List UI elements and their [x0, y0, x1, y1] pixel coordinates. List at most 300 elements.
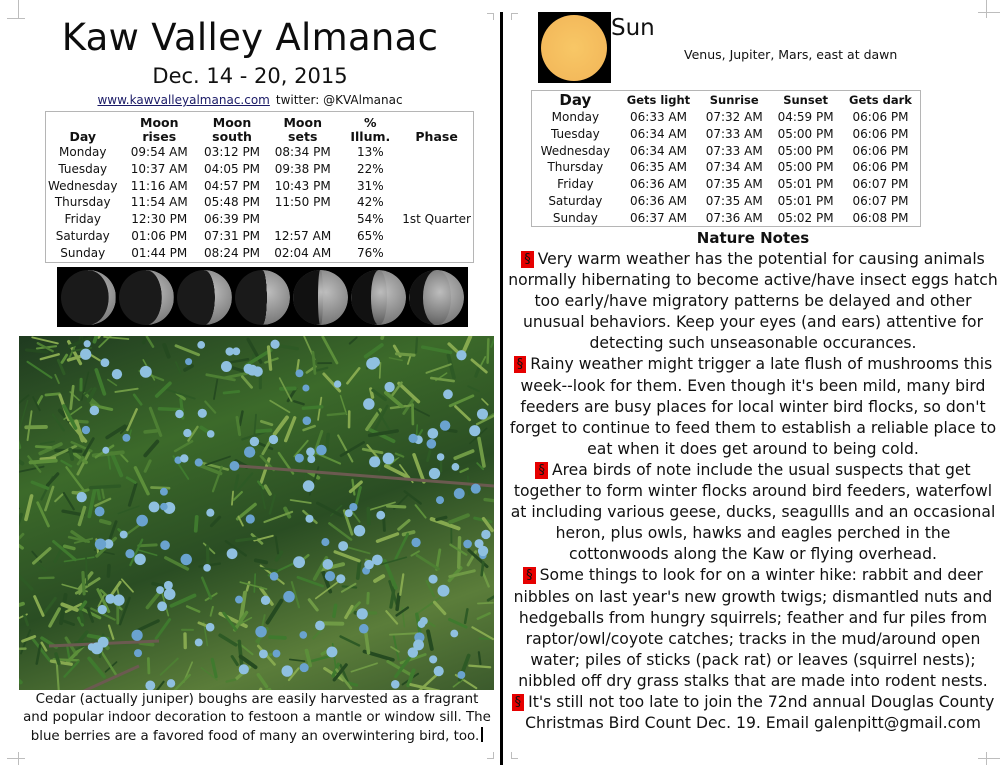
sun-table-cell: 07:35 AM — [705, 193, 763, 208]
juniper-berry — [305, 515, 313, 523]
sun-table-cell: 06:35 AM — [630, 160, 687, 175]
foliage-stroke — [86, 558, 87, 585]
sun-table-cell: 05:00 PM — [777, 143, 834, 158]
juniper-berry — [456, 350, 466, 360]
moon-table-cell: 13% — [356, 145, 384, 159]
juniper-berry — [157, 601, 167, 611]
foliage-stroke — [488, 339, 489, 362]
moon-phase-icon — [235, 270, 290, 325]
sun-header-cell: Gets light — [626, 93, 691, 107]
foliage-stroke — [240, 412, 243, 425]
foliage-stroke — [366, 345, 382, 357]
moon-table-row — [46, 245, 473, 262]
foliage-stroke — [431, 378, 453, 381]
photo-caption — [22, 691, 492, 746]
foliage-stroke — [145, 431, 156, 432]
nature-note — [507, 354, 999, 459]
foliage-stroke — [485, 500, 494, 503]
nature-note-text: Some things to look for on a winter hike: rabbit and deer nibbles on last year's new growth twigs; dismantled nuts and hedgeballs from hungry squirrels; feather and fur piles from raptor/owl/coyote catches; tracks in the mud/around open water; piles of sticks (pack rat) or leaves (squirrel nests); nibbled off dry grass stalks that are made into rodent nests. — [513, 566, 993, 690]
moon-terminator — [423, 270, 452, 325]
crop-mark — [511, 752, 518, 759]
juniper-berry — [359, 624, 369, 634]
moon-lit-portion — [177, 270, 232, 325]
foliage-stroke — [270, 401, 289, 413]
sun-table-cell: 05:02 PM — [777, 210, 834, 225]
juniper-berry — [283, 591, 295, 603]
contact-line — [0, 93, 500, 107]
foliage-stroke — [145, 442, 157, 456]
moon-table-cell: 10:43 PM — [274, 178, 331, 193]
foliage-stroke — [76, 642, 89, 643]
juniper-berry — [321, 538, 329, 546]
sun-table-cell: 05:01 PM — [777, 193, 834, 208]
juniper-berry — [134, 554, 145, 565]
foliage-stroke — [389, 358, 402, 361]
juniper-berry — [239, 664, 249, 674]
foliage-stroke — [187, 606, 199, 611]
moon-table-cell — [400, 161, 473, 178]
foliage-stroke — [211, 607, 213, 616]
sun-header-cell: Sunrise — [709, 93, 759, 107]
juniper-berry — [428, 428, 439, 439]
sun-table-cell: 07:33 AM — [705, 143, 763, 158]
foliage-stroke — [460, 469, 467, 472]
foliage-stroke — [338, 435, 352, 461]
foliage-stroke — [250, 689, 261, 690]
almanac-title: Kaw Valley Almanac — [61, 16, 439, 59]
moon-header-cell: Moon south — [212, 115, 252, 144]
juniper-berry — [136, 515, 148, 527]
juniper-berry — [306, 447, 315, 456]
foliage-stroke — [227, 680, 236, 682]
juniper-berry — [469, 425, 480, 436]
foliage-stroke — [313, 352, 315, 373]
foliage-stroke — [100, 650, 116, 675]
foliage-stroke — [234, 492, 242, 500]
foliage-stroke — [347, 368, 359, 383]
foliage-stroke — [240, 582, 266, 589]
juniper-berry — [270, 340, 279, 349]
moon-table-row — [46, 161, 473, 178]
foliage-stroke — [55, 375, 59, 383]
moon-table-cell — [400, 178, 473, 195]
juniper-berry — [336, 574, 345, 583]
foliage-stroke — [175, 441, 192, 451]
moon-table-cell: 01:06 PM — [131, 228, 188, 243]
section-bullet-icon: § — [535, 462, 548, 479]
moon-phase-icon — [177, 270, 232, 325]
foliage-stroke — [416, 505, 426, 517]
sun-table-cell: 07:34 AM — [705, 160, 763, 175]
juniper-berry — [195, 458, 203, 466]
foliage-stroke — [416, 338, 417, 352]
moon-table-row — [46, 144, 473, 161]
foliage-stroke — [356, 487, 360, 503]
juniper-berry — [452, 463, 460, 471]
foliage-stroke — [426, 364, 450, 373]
foliage-stroke — [19, 454, 22, 463]
foliage-stroke — [427, 622, 434, 627]
sun-table-cell: 07:36 AM — [705, 210, 763, 225]
foliage-stroke — [261, 487, 265, 508]
moon-phase-icon — [351, 270, 406, 325]
foliage-stroke — [399, 383, 418, 401]
moon-header-cell: Moon sets — [283, 115, 322, 144]
foliage-stroke — [228, 359, 248, 362]
juniper-berry — [440, 420, 450, 430]
foliage-stroke — [196, 517, 197, 531]
foliage-stroke — [323, 337, 337, 363]
foliage-stroke — [118, 506, 139, 513]
moon-table-cell: 31% — [356, 178, 384, 193]
foliage-stroke — [98, 490, 100, 499]
foliage-stroke — [205, 402, 215, 413]
foliage-stroke — [291, 500, 311, 503]
moon-table — [45, 111, 474, 263]
section-bullet-icon: § — [512, 694, 525, 711]
juniper-berry — [140, 366, 152, 378]
juniper-berry — [481, 530, 490, 539]
foliage-stroke — [334, 605, 336, 616]
foliage-stroke — [394, 636, 399, 660]
juniper-berry — [120, 531, 128, 539]
nature-note-text: Area birds of note include the usual suspects that get together to form winter flocks around bird feeders, waterfowl at including various geese, ducks, seagullls and an occasional heron, plus owls, hawks and eagles perched in the cottonwoods along the Kaw or flying overhead. — [510, 460, 996, 564]
sun-table-header — [532, 91, 920, 109]
website-link[interactable]: www.kawvalleyalmanac.com — [97, 93, 270, 107]
juniper-berry — [164, 581, 173, 590]
crop-mark — [978, 758, 1000, 759]
crop-mark — [978, 12, 1000, 13]
foliage-stroke — [145, 461, 150, 471]
sun-header-cell: Gets dark — [849, 93, 912, 107]
juniper-berry — [160, 503, 168, 511]
sun-title: Sun — [611, 15, 655, 41]
foliage-stroke — [464, 337, 470, 351]
foliage-stroke — [399, 520, 409, 529]
foliage-stroke — [31, 461, 56, 463]
foliage-stroke — [479, 438, 484, 466]
foliage-stroke — [206, 457, 230, 465]
foliage-stroke — [41, 458, 55, 459]
sun-table-cell: 05:00 PM — [777, 160, 834, 175]
foliage-stroke — [335, 552, 359, 561]
foliage-stroke — [164, 345, 168, 357]
foliage-stroke — [19, 572, 32, 589]
foliage-stroke — [53, 415, 64, 431]
moon-phase-icon — [119, 270, 174, 325]
foliage-stroke — [112, 453, 121, 475]
sun-table-cell: 06:07 PM — [852, 177, 909, 192]
foliage-stroke — [472, 627, 493, 639]
juniper-berry — [145, 681, 155, 690]
juniper-berry — [185, 358, 192, 365]
juniper-berry — [156, 586, 164, 594]
foliage-stroke — [127, 478, 135, 483]
foliage-stroke — [148, 658, 149, 672]
foliage-stroke — [482, 399, 488, 405]
juniper-berry — [125, 549, 134, 558]
sun-table-cell: 07:32 AM — [705, 110, 763, 124]
foliage-stroke — [147, 337, 153, 347]
juniper-berry — [315, 621, 325, 631]
sun-table-cell: Sunday — [552, 210, 598, 225]
moon-table-cell: 12:30 PM — [131, 212, 188, 227]
moon-table-row — [46, 211, 473, 228]
foliage-stroke — [368, 509, 369, 524]
foliage-stroke — [358, 562, 360, 578]
foliage-stroke — [81, 612, 83, 621]
juniper-berry — [427, 439, 437, 449]
foliage-stroke — [305, 456, 306, 478]
foliage-stroke — [373, 390, 386, 399]
foliage-stroke — [468, 386, 479, 391]
foliage-stroke — [26, 496, 32, 519]
foliage-stroke — [37, 646, 40, 664]
sun-table-cell: Monday — [551, 110, 600, 124]
foliage-stroke — [63, 511, 83, 515]
twitter-handle: twitter: @KVAlmanac — [275, 93, 403, 107]
juniper-berry — [303, 480, 315, 492]
moon-table-row — [46, 178, 473, 195]
foliage-stroke — [43, 598, 55, 614]
foliage-stroke — [449, 619, 466, 627]
foliage-stroke — [176, 362, 181, 373]
foliage-stroke — [270, 495, 275, 513]
sun-header-cell: Sunset — [783, 93, 829, 107]
foliage-stroke — [108, 566, 109, 576]
moon-table-cell: Thursday — [54, 195, 111, 210]
foliage-stroke — [400, 574, 403, 594]
juniper-berry — [149, 501, 160, 512]
juniper-berry — [325, 571, 335, 581]
foliage-stroke — [96, 370, 104, 394]
foliage-stroke — [102, 489, 104, 498]
juniper-berry — [295, 369, 303, 377]
foliage-stroke — [290, 659, 305, 661]
juniper-berry — [207, 430, 215, 438]
foliage-stroke — [64, 493, 74, 509]
moon-table-cell: 1st Quarter — [402, 212, 471, 227]
foliage-stroke — [220, 635, 236, 645]
photo-caption-text: Cedar (actually juniper) boughs are easily harvested as a fragrant and popular indoor decoration to festoon a mantle or window sill. The blue berries are a favored food of many an overwintering bird, too. — [23, 692, 491, 744]
juniper-berry — [77, 492, 87, 502]
juniper-berry — [203, 564, 211, 572]
sun-table-cell: 06:36 AM — [630, 177, 687, 192]
foliage-stroke — [19, 673, 21, 682]
foliage-stroke — [211, 517, 219, 525]
moon-header-cell: Moon rises — [140, 115, 179, 144]
juniper-berry — [164, 588, 176, 600]
moon-table-cell: 09:54 AM — [130, 145, 188, 159]
juniper-photo — [19, 336, 494, 690]
crop-mark — [487, 752, 494, 759]
juniper-berry — [102, 447, 109, 454]
juniper-berry — [334, 380, 341, 387]
foliage-stroke — [298, 577, 323, 586]
foliage-stroke — [161, 658, 178, 674]
section-bullet-icon: § — [521, 251, 534, 268]
sun-table-cell: 05:01 PM — [777, 177, 834, 192]
foliage-stroke — [36, 562, 46, 570]
foliage-stroke — [235, 476, 238, 490]
juniper-berry — [295, 454, 304, 463]
foliage-stroke — [261, 421, 271, 424]
foliage-stroke — [351, 663, 377, 671]
foliage-stroke — [455, 451, 473, 458]
date-range: Dec. 14 - 20, 2015 — [152, 64, 348, 88]
moon-table-cell — [400, 228, 473, 245]
foliage-stroke — [286, 418, 295, 441]
juniper-berry — [95, 538, 106, 549]
juniper-berry — [160, 488, 168, 496]
moon-table-cell: 07:31 PM — [204, 228, 261, 243]
juniper-berry — [418, 620, 426, 628]
foliage-stroke — [397, 594, 399, 609]
juniper-berry — [369, 456, 380, 467]
juniper-berry — [175, 410, 184, 419]
juniper-berry — [299, 631, 307, 639]
section-bullet-icon: § — [514, 356, 527, 373]
juniper-berry — [307, 455, 315, 463]
sun-table-cell: Tuesday — [550, 126, 600, 141]
planets-note: Venus, Jupiter, Mars, east at dawn — [684, 47, 898, 62]
foliage-stroke — [122, 579, 133, 591]
juniper-berry — [429, 655, 437, 663]
juniper-berry — [429, 468, 440, 479]
foliage-stroke — [19, 515, 21, 528]
foliage-stroke — [456, 406, 470, 419]
foliage-stroke — [173, 675, 189, 690]
moon-table-cell: 09:38 PM — [274, 161, 331, 176]
foliage-stroke — [262, 568, 277, 570]
juniper-berry — [247, 365, 258, 376]
foliage-stroke — [115, 389, 137, 392]
moon-table-cell: 03:12 PM — [204, 145, 261, 159]
sun-table-cell: Wednesday — [540, 143, 611, 158]
juniper-berry — [370, 357, 380, 367]
sun-table-cell: 06:33 AM — [630, 110, 687, 124]
moon-table-cell: 04:57 PM — [204, 178, 261, 193]
juniper-berry — [463, 540, 472, 549]
crop-mark — [7, 758, 25, 759]
juniper-berry — [300, 663, 309, 672]
juniper-berry — [98, 637, 109, 648]
foliage-stroke — [265, 486, 270, 494]
moon-terminator — [318, 270, 322, 325]
foliage-stroke — [48, 474, 58, 485]
juniper-berry — [221, 361, 232, 372]
foliage-stroke — [176, 346, 199, 355]
juniper-photo-art — [19, 336, 494, 690]
foliage-stroke — [276, 537, 278, 553]
foliage-stroke — [242, 377, 251, 388]
juniper-berry — [197, 341, 205, 349]
foliage-stroke — [386, 611, 397, 623]
moon-table-header — [46, 112, 473, 144]
foliage-stroke — [368, 593, 369, 603]
foliage-stroke — [459, 538, 460, 568]
juniper-berry — [198, 409, 207, 418]
foliage-stroke — [129, 484, 135, 505]
foliage-stroke — [65, 546, 74, 548]
foliage-stroke — [65, 557, 94, 561]
foliage-stroke — [66, 467, 84, 490]
juniper-berry — [167, 679, 175, 687]
foliage-stroke — [24, 615, 27, 625]
foliage-stroke — [478, 613, 490, 619]
foliage-stroke — [19, 540, 22, 548]
foliage-stroke — [375, 576, 383, 581]
moon-phase-icon — [409, 270, 464, 325]
moon-table-cell: Saturday — [55, 228, 110, 243]
nature-note — [507, 565, 999, 692]
foliage-stroke — [481, 357, 485, 365]
foliage-stroke — [237, 538, 257, 541]
sun-table-row — [532, 159, 920, 176]
foliage-stroke — [70, 449, 72, 459]
juniper-berry — [88, 643, 96, 651]
sun-table-row — [532, 210, 920, 227]
juniper-berry — [206, 509, 214, 517]
juniper-berry — [255, 626, 266, 637]
foliage-stroke — [391, 647, 399, 652]
foliage-stroke — [428, 451, 430, 460]
foliage-stroke — [258, 675, 266, 687]
foliage-stroke — [91, 355, 100, 361]
moon-header-cell: % Illum. — [350, 115, 391, 144]
nature-note-text: It's still not too late to join the 72nd annual Douglas County Christmas Bird Count Dec. 19. Email galenpitt@gmail.com — [525, 692, 995, 733]
juniper-berry — [376, 511, 385, 520]
foliage-stroke — [212, 659, 216, 676]
foliage-stroke — [61, 461, 71, 466]
juniper-berry — [122, 434, 130, 442]
juniper-berry — [357, 608, 368, 619]
juniper-berry — [338, 541, 348, 551]
juniper-berry — [235, 596, 243, 604]
juniper-berry — [429, 575, 438, 584]
moon-table-cell: 05:48 PM — [204, 195, 261, 210]
juniper-berry — [354, 525, 365, 536]
foliage-stroke — [491, 336, 494, 347]
moon-lit-portion — [235, 270, 290, 325]
foliage-stroke — [350, 338, 357, 344]
juniper-berry — [134, 649, 142, 657]
moon-phase-strip — [57, 267, 468, 327]
crop-mark — [986, 0, 987, 18]
foliage-stroke — [388, 506, 405, 507]
foliage-stroke — [483, 572, 489, 587]
foliage-stroke — [328, 413, 346, 415]
foliage-stroke — [108, 380, 117, 386]
juniper-berry — [112, 369, 122, 379]
sun-header-cell: Day — [559, 91, 592, 109]
moon-table-cell: Monday — [59, 145, 107, 159]
foliage-stroke — [390, 633, 417, 634]
nature-note-text: Rainy weather might trigger a late flush of mushrooms this week--look for them. Even though it's been mild, many bird feeders are busy places for local winter bird flocks, so don't forget to continue to feed them to establish a reliable place to eat when it does get around to being cold. — [509, 355, 997, 458]
juniper-berry — [195, 638, 203, 646]
nature-note — [507, 692, 999, 734]
sun-table — [531, 90, 921, 227]
foliage-stroke — [55, 494, 62, 501]
juniper-berry — [160, 540, 170, 550]
juniper-berry — [372, 555, 383, 566]
moon-table-cell: Friday — [64, 212, 101, 227]
sun-table-row — [532, 109, 920, 126]
foliage-stroke — [27, 350, 47, 352]
sun-table-cell: 06:06 PM — [852, 110, 909, 124]
foliage-stroke — [478, 603, 493, 604]
foliage-stroke — [308, 656, 331, 662]
